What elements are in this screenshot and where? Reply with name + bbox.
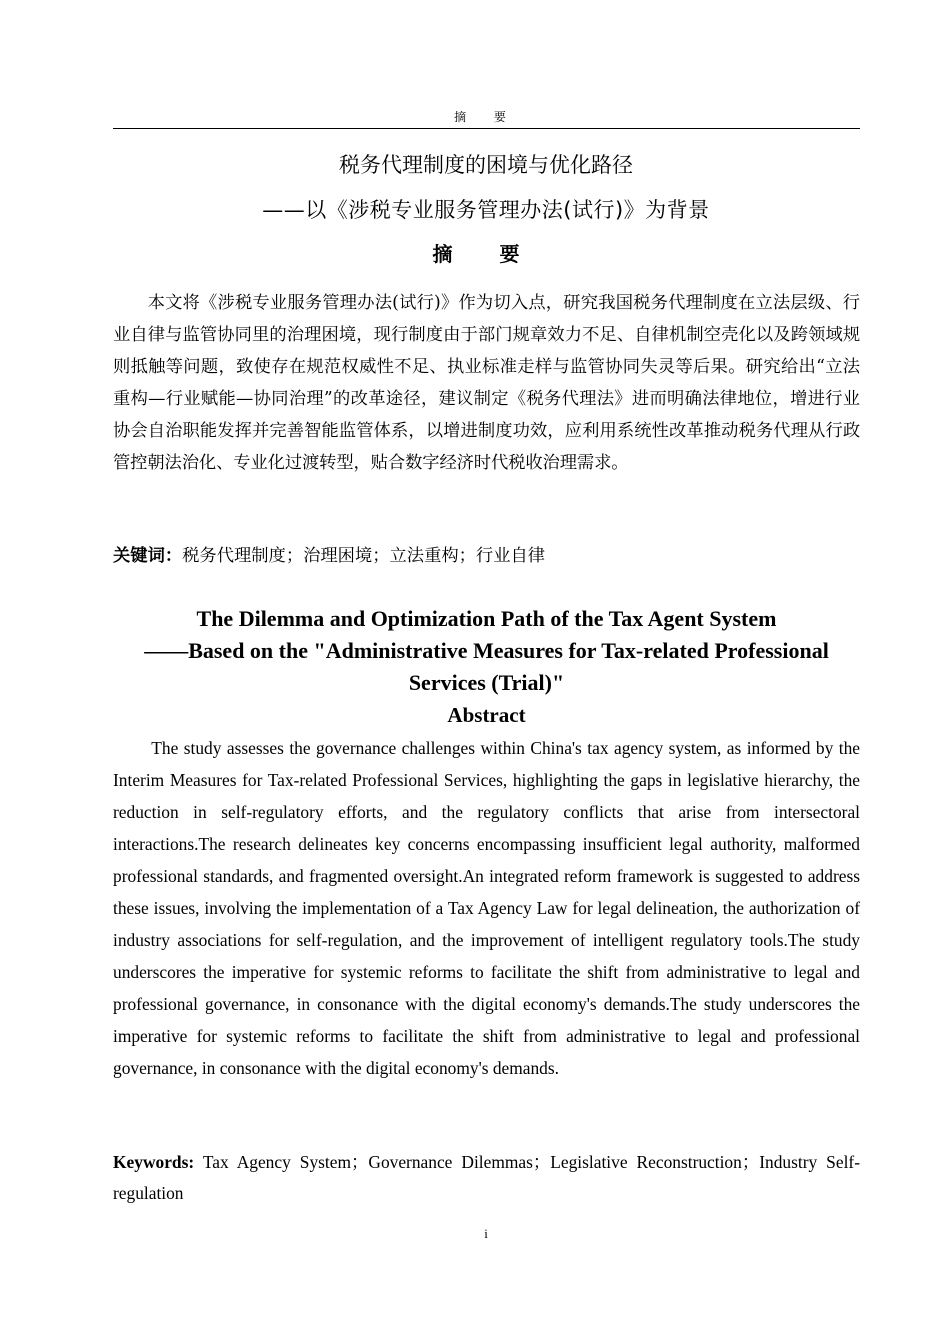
chinese-title: 税务代理制度的困境与优化路径 [339, 153, 633, 177]
english-keywords [113, 1147, 860, 1209]
chinese-subtitle: ——以《涉税专业服务管理办法(试行)》为背景 [262, 198, 710, 222]
english-abstract-body: The study assesses the governance challenges within China's tax agency system, as informed by the Interim Measures for Tax-related Professional Services, highlighting the gaps in legislative hierarchy, the reduction in self-regulatory efforts, and the regulatory conflicts that arise from intersectoral interactions.The research delineates key concerns encompassing insufficient legal authority, malformed professional standards, and fragmented oversight.An integrated reform framework is suggested to address these issues, involving the implementation of a Tax Agency Law for legal delineation, the authorization of industry associations for self-regulation, and the improvement of intelligent regulatory tools.The study underscores the imperative for systemic reforms to facilitate the shift from administrative to legal and professional governance, in consonance with the digital economy's demands.The study underscores the imperative for systemic reforms to facilitate the shift from administrative to legal and professional governance, in consonance with the digital economy's demands. [113, 738, 860, 1078]
running-header: 摘 要 [454, 110, 518, 124]
english-keywords-label: Keywords: [113, 1152, 195, 1172]
page-number: i [484, 1226, 488, 1241]
chinese-keywords [113, 540, 860, 572]
english-abstract-heading: Abstract [447, 703, 526, 727]
english-subtitle: ——Based on the "Administrative Measures for Tax-related Professional Services (Trial)" [144, 638, 829, 695]
header-divider [113, 128, 860, 129]
english-keywords-list: Tax Agency System；Governance Dilemmas；Legislative Reconstruction；Industry Self-regulation [113, 1152, 860, 1203]
english-title: The Dilemma and Optimization Path of the Tax Agent System [196, 606, 777, 631]
chinese-keywords-list: 税务代理制度；治理困境；立法重构；行业自律 [182, 546, 546, 566]
chinese-abstract-body: 本文将《涉税专业服务管理办法(试行)》作为切入点，研究我国税务代理制度在立法层级、行业自律与监管协同里的治理困境，现行制度由于部门规章效力不足、自律机制空壳化以及跨领域规则抵触等问题，致使存在规范权威性不足、执业标准走样与监管协同失灵等后果。研究给出“立法重构—行业赋能—协同治理”的改革途径，建议制定《税务代理法》进而明确法律地位，增进行业协会自治职能发挥并完善智能监管体系，以增进制度功效，应利用系统性改革推动税务代理从行政管控朝法治化、专业化过渡转型，贴合数字经济时代税收治理需求。 [113, 293, 860, 473]
chinese-abstract-heading: 摘 要 [432, 242, 540, 266]
chinese-keywords-label: 关键词： [113, 546, 183, 566]
